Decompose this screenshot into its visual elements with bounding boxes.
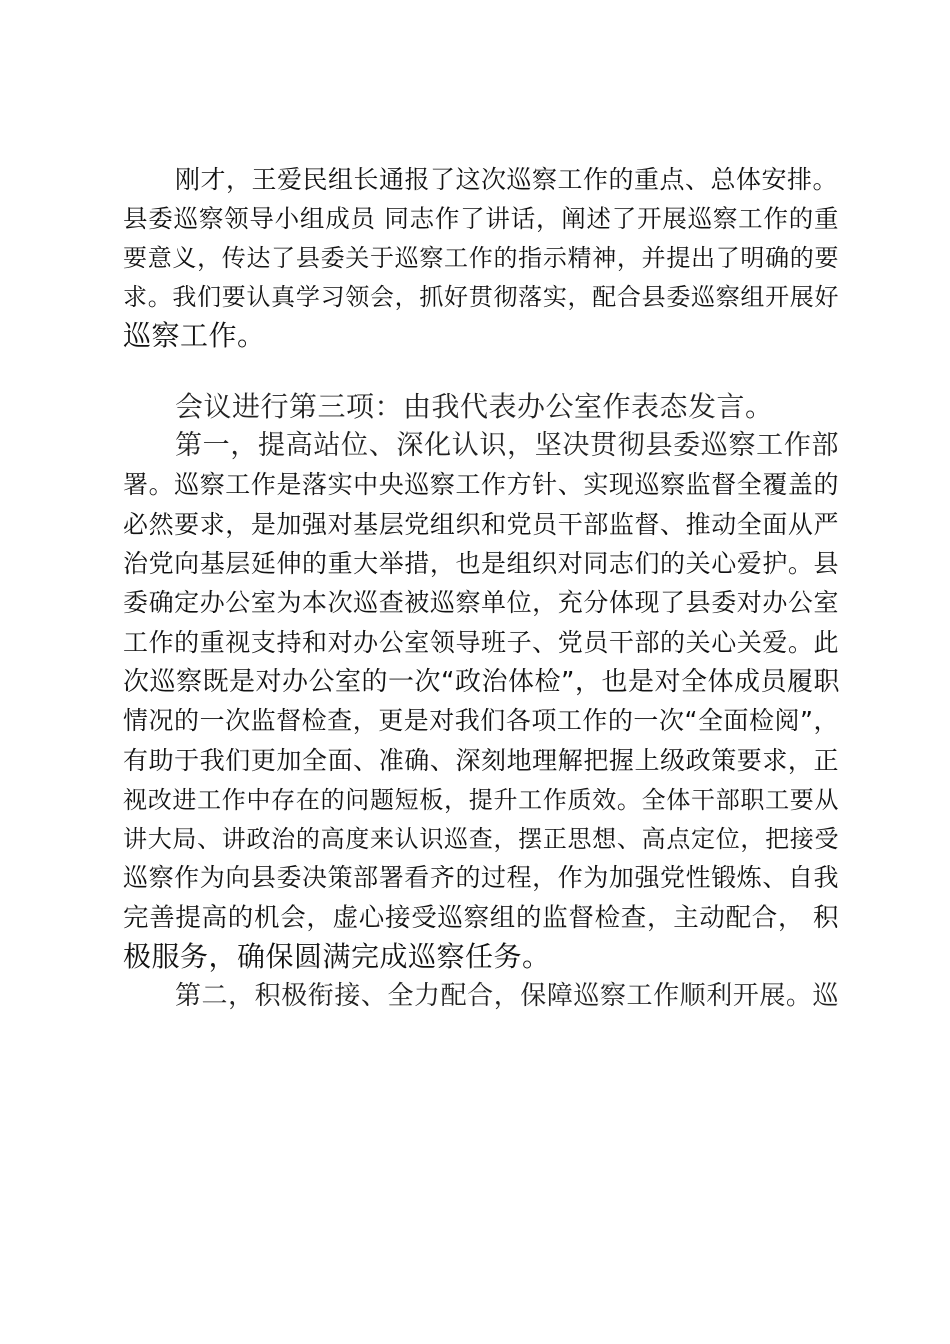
paragraph-3-line-4: 治党向基层延伸的重大举措，也是组织对同志们的关心爱护。县	[123, 549, 839, 578]
paragraph-3-line-8: 情况的一次监督检查，更是对我们各项工作的一次“全面检阅”，	[123, 706, 839, 735]
paragraph-3-line-9: 有助于我们更加全面、准确、深刻地理解把握上级政策要求，正	[123, 746, 839, 775]
paragraph-2-line-1: 会议进行第三项：由我代表办公室作表态发言。	[175, 390, 774, 423]
paragraph-3-line-1: 第一，提高站位、深化认识，坚决贯彻县委巡察工作部	[175, 430, 839, 461]
paragraph-3-line-13: 完善提高的机会，虚心接受巡察组的监督检查，主动配合， 积	[123, 903, 839, 933]
paragraph-3-line-6: 工作的重视支持和对办公室领导班子、党员干部的关心关爱。此	[123, 628, 839, 657]
paragraph-3-line-7: 次巡察既是对办公室的一次“政治体检”，也是对全体成员履职	[123, 667, 840, 697]
paragraph-1-line-2: 县委巡察领导小组成员 同志作了讲话，阐述了开展巡察工作的重	[123, 204, 839, 233]
paragraph-1-line-1: 刚才，王爱民组长通报了这次巡察工作的重点、总体安排。	[175, 165, 839, 194]
paragraph-1-line-5: 巡察工作。	[123, 319, 266, 352]
paragraph-3-line-12: 巡察作为向县委决策部署看齐的过程，作为加强党性锻炼、自我	[123, 863, 839, 892]
paragraph-1-line-4: 求。我们要认真学习领会，抓好贯彻落实，配合县委巡察组开展好	[123, 283, 839, 311]
paragraph-3-line-11: 讲大局、讲政治的高度来认识巡查，摆正思想、高点定位，把接受	[123, 825, 839, 853]
paragraph-1-line-3: 要意义，传达了县委关于巡察工作的指示精神，并提出了明确的要	[123, 244, 839, 272]
paragraph-3-line-2: 署。巡察工作是落实中央巡察工作方针、实现巡察监督全覆盖的	[123, 470, 839, 499]
paragraph-3-line-3: 必然要求，是加强对基层党组织和党员干部监督、推动全面从严	[123, 510, 839, 539]
paragraph-3-line-5: 委确定办公室为本次巡查被巡察单位，充分体现了县委对办公室	[123, 588, 839, 617]
paragraph-4-line-1: 第二，积极衔接、全力配合，保障巡察工作顺利开展。巡	[175, 981, 839, 1011]
paragraph-3-line-14: 极服务，确保圆满完成巡察任务。	[123, 940, 551, 973]
paragraph-3-line-10: 视改进工作中存在的问题短板，提升工作质效。全体干部职工要从	[123, 786, 839, 814]
